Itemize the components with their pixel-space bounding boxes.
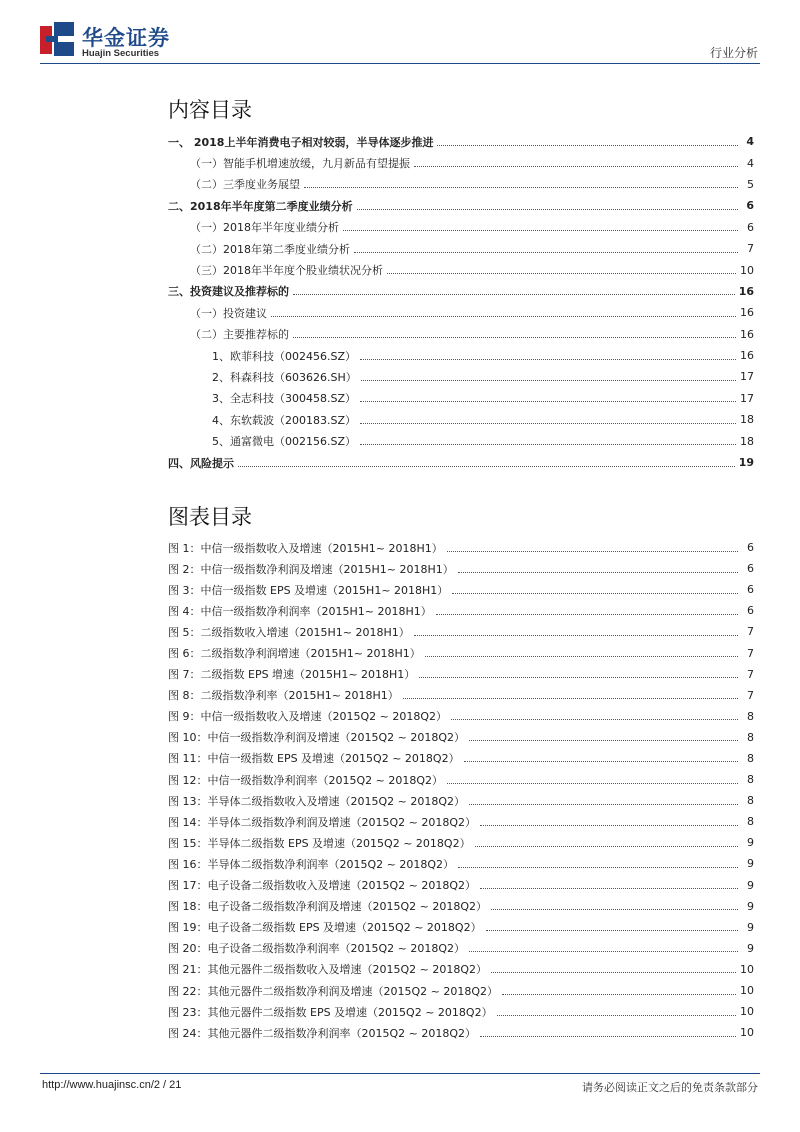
- figure-entry[interactable]: [168, 832, 754, 853]
- toc-entry[interactable]: [168, 195, 754, 216]
- page-header: [40, 22, 760, 64]
- figure-entry[interactable]: [168, 875, 754, 896]
- dot-leader: [480, 816, 738, 826]
- figure-entry-page: 10: [740, 984, 754, 998]
- dot-leader: [238, 457, 735, 467]
- toc-entry-page: 4: [747, 156, 754, 170]
- figure-entry[interactable]: [168, 896, 754, 917]
- toc-entry-label: 三、投资建议及推荐标的: [168, 285, 289, 299]
- figure-entry-page: 6: [747, 604, 754, 618]
- figure-entry[interactable]: [168, 1001, 754, 1022]
- toc-entry-page: 6: [747, 220, 754, 234]
- figure-entry-label: 图 21：其他元器件二级指数收入及增速（2015Q2 ~ 2018Q2）: [168, 963, 488, 977]
- figure-entry-page: 10: [740, 1026, 754, 1040]
- figure-entry-label: 图 11：中信一级指数 EPS 及增速（2015Q2 ~ 2018Q2）: [168, 752, 460, 766]
- dot-leader: [354, 243, 738, 253]
- brand-name-en: Huajin Securities: [82, 48, 160, 59]
- figure-entry-page: 8: [747, 709, 754, 723]
- toc-list: [168, 131, 754, 473]
- figure-entry-label: 图 2：中信一级指数净利润及增速（2015H1~ 2018H1）: [168, 562, 454, 576]
- figure-entry-label: 图 10：中信一级指数净利润及增速（2015Q2 ~ 2018Q2）: [168, 731, 466, 745]
- dot-leader: [469, 795, 738, 805]
- dot-leader: [360, 414, 736, 424]
- figure-entry-page: 6: [747, 562, 754, 576]
- dot-leader: [360, 350, 736, 360]
- toc-entry-page: 16: [740, 349, 754, 363]
- figure-entry-label: 图 12：中信一级指数净利润率（2015Q2 ~ 2018Q2）: [168, 773, 444, 787]
- toc-entry-page: 16: [740, 306, 754, 320]
- figure-entry-label: 图 16：半导体二级指数净利润率（2015Q2 ~ 2018Q2）: [168, 857, 455, 871]
- figure-entry-label: 图 13：半导体二级指数收入及增速（2015Q2 ~ 2018Q2）: [168, 794, 466, 808]
- dot-leader: [414, 157, 738, 167]
- dot-leader: [343, 221, 738, 231]
- figure-entry[interactable]: [168, 748, 754, 769]
- figure-entry[interactable]: [168, 579, 754, 600]
- dot-leader: [447, 542, 738, 552]
- figure-entry-label: 图 24：其他元器件二级指数净利润率（2015Q2 ~ 2018Q2）: [168, 1026, 477, 1040]
- figure-entry-label: 图 3：中信一级指数 EPS 及增速（2015H1~ 2018H1）: [168, 583, 449, 597]
- figure-entry[interactable]: [168, 853, 754, 874]
- dot-leader: [357, 200, 738, 210]
- dot-leader: [458, 858, 738, 868]
- dot-leader: [469, 942, 738, 952]
- dot-leader: [491, 900, 738, 910]
- figure-entry[interactable]: [168, 642, 754, 663]
- brand-name-cn: 华金证券: [82, 26, 170, 50]
- toc-entry[interactable]: [168, 430, 754, 451]
- figure-entry-label: 图 22：其他元器件二级指数净利润及增速（2015Q2 ~ 2018Q2）: [168, 984, 499, 998]
- figure-entry[interactable]: [168, 959, 754, 980]
- dot-leader: [387, 264, 736, 274]
- figure-entry-page: 8: [747, 773, 754, 787]
- figure-entry-page: 8: [747, 794, 754, 808]
- figure-entry[interactable]: [168, 790, 754, 811]
- toc-entry-label: （二）2018年第二季度业绩分析: [190, 242, 350, 256]
- toc-title: 内容目录: [168, 98, 252, 122]
- toc-entry[interactable]: [168, 452, 754, 473]
- figure-entry-page: 7: [747, 625, 754, 639]
- footer-disclaimer: 请务必阅读正文之后的免责条款部分: [582, 1081, 758, 1094]
- dot-leader: [271, 307, 736, 317]
- huajin-logo-icon: [40, 22, 74, 56]
- dot-leader: [304, 178, 738, 188]
- toc-entry-page: 16: [740, 327, 754, 341]
- dot-leader: [361, 371, 736, 381]
- toc-entry-label: 5、通富微电（002156.SZ）: [212, 435, 357, 449]
- dot-leader: [403, 689, 738, 699]
- figure-entry-page: 7: [747, 667, 754, 681]
- dot-leader: [502, 985, 736, 995]
- figure-entry-page: 6: [747, 541, 754, 555]
- toc-entry[interactable]: [168, 388, 754, 409]
- toc-entry[interactable]: [168, 345, 754, 366]
- toc-entry-label: 2、科森科技（603626.SH）: [212, 370, 357, 384]
- dot-leader: [360, 435, 736, 445]
- toc-entry[interactable]: [168, 409, 754, 430]
- figure-entry-page: 9: [747, 920, 754, 934]
- toc-entry-label: 3、全志科技（300458.SZ）: [212, 392, 357, 406]
- figure-entry-page: 8: [747, 815, 754, 829]
- toc-entry[interactable]: [168, 366, 754, 387]
- figure-entry[interactable]: [168, 938, 754, 959]
- figure-entry-page: 9: [747, 941, 754, 955]
- dot-leader: [480, 879, 738, 889]
- figure-entry[interactable]: [168, 600, 754, 621]
- figure-entry-page: 6: [747, 583, 754, 597]
- dot-leader: [425, 647, 738, 657]
- toc-entry[interactable]: [168, 217, 754, 238]
- figure-entry[interactable]: [168, 621, 754, 642]
- figure-entry-page: 9: [747, 878, 754, 892]
- dot-leader: [293, 285, 735, 295]
- figure-entry-label: 图 4：中信一级指数净利润率（2015H1~ 2018H1）: [168, 604, 432, 618]
- dot-leader: [447, 774, 738, 784]
- figure-entry[interactable]: [168, 769, 754, 790]
- dot-leader: [464, 752, 738, 762]
- toc-entry-label: 四、风险提示: [168, 456, 234, 470]
- figure-entry-page: 9: [747, 857, 754, 871]
- dot-leader: [451, 710, 738, 720]
- toc-entry[interactable]: [168, 131, 754, 152]
- dot-leader: [480, 1027, 736, 1037]
- toc-entry-page: 6: [746, 199, 754, 213]
- page-footer: [40, 1073, 760, 1094]
- toc-entry-page: 17: [740, 391, 754, 405]
- figure-entry-page: 9: [747, 836, 754, 850]
- toc-entry[interactable]: [168, 281, 754, 302]
- toc-entry-label: （二）主要推荐标的: [190, 328, 289, 342]
- report-category: 行业分析: [709, 46, 758, 60]
- figure-entry[interactable]: [168, 706, 754, 727]
- figure-entry[interactable]: [168, 685, 754, 706]
- figure-entry[interactable]: [168, 727, 754, 748]
- toc-entry-label: （二）三季度业务展望: [190, 178, 300, 192]
- dot-leader: [293, 328, 736, 338]
- toc-entry[interactable]: [168, 174, 754, 195]
- figure-entry-label: 图 6：二级指数净利润增速（2015H1~ 2018H1）: [168, 647, 421, 661]
- toc-entry-label: 1、欧菲科技（002456.SZ）: [212, 349, 357, 363]
- toc-entry[interactable]: [168, 238, 754, 259]
- toc-entry-page: 10: [740, 263, 754, 277]
- figure-entry-label: 图 17：电子设备二级指数收入及增速（2015Q2 ~ 2018Q2）: [168, 879, 477, 893]
- toc-entry[interactable]: [168, 152, 754, 173]
- toc-entry-page: 19: [738, 456, 754, 470]
- dot-leader: [419, 668, 738, 678]
- toc-entry-page: 17: [740, 370, 754, 384]
- figure-entry[interactable]: [168, 1022, 754, 1043]
- dot-leader: [360, 392, 736, 402]
- figure-entry[interactable]: [168, 917, 754, 938]
- dot-leader: [486, 921, 738, 931]
- dot-leader: [436, 605, 738, 615]
- toc-entry-label: 4、东软载波（200183.SZ）: [212, 413, 357, 427]
- figure-entry[interactable]: [168, 558, 754, 579]
- dot-leader: [452, 584, 738, 594]
- figure-entry-page: 8: [747, 730, 754, 744]
- figure-entry-page: 10: [740, 962, 754, 976]
- figure-entry-label: 图 8：二级指数净利率（2015H1~ 2018H1）: [168, 689, 399, 703]
- figure-entry-page: 7: [747, 646, 754, 660]
- figure-entry[interactable]: [168, 537, 754, 558]
- toc-entry-page: 5: [747, 177, 754, 191]
- figure-entry-label: 图 23：其他元器件二级指数 EPS 及增速（2015Q2 ~ 2018Q2）: [168, 1005, 493, 1019]
- toc-entry-label: （一）投资建议: [190, 306, 267, 320]
- dot-leader: [469, 731, 738, 741]
- toc-entry[interactable]: [168, 259, 754, 280]
- dot-leader: [414, 626, 738, 636]
- toc-entry-page: 18: [740, 413, 754, 427]
- figure-entry-page: 8: [747, 751, 754, 765]
- figure-list-title: 图表目录: [168, 505, 252, 529]
- toc-entry-label: 二、2018年半年度第二季度业绩分析: [168, 199, 353, 213]
- footer-url-page[interactable]: http://www.huajinsc.cn/2 / 21: [42, 1079, 182, 1091]
- toc-entry-page: 4: [746, 135, 754, 149]
- toc-entry[interactable]: [168, 324, 754, 345]
- figure-entry-label: 图 1：中信一级指数收入及增速（2015H1~ 2018H1）: [168, 541, 443, 555]
- figure-entry-label: 图 14：半导体二级指数净利润及增速（2015Q2 ~ 2018Q2）: [168, 815, 477, 829]
- figure-entry-label: 图 20：电子设备二级指数净利润率（2015Q2 ~ 2018Q2）: [168, 942, 466, 956]
- figure-entry[interactable]: [168, 664, 754, 685]
- toc-entry-page: 7: [747, 242, 754, 256]
- figure-entry-label: 图 7：二级指数 EPS 增速（2015H1~ 2018H1）: [168, 668, 416, 682]
- toc-entry-label: （三）2018年半年度个股业绩状况分析: [190, 264, 383, 278]
- figure-list: [168, 537, 754, 1043]
- dot-leader: [497, 1006, 736, 1016]
- toc-entry-label: （一）智能手机增速放缓，九月新品有望提振: [190, 157, 410, 171]
- dot-leader: [437, 136, 738, 146]
- figure-entry-page: 10: [740, 1005, 754, 1019]
- figure-entry-page: 7: [747, 688, 754, 702]
- figure-entry-page: 9: [747, 899, 754, 913]
- figure-entry-label: 图 19：电子设备二级指数 EPS 及增速（2015Q2 ~ 2018Q2）: [168, 921, 482, 935]
- figure-entry-label: 图 5：二级指数收入增速（2015H1~ 2018H1）: [168, 625, 410, 639]
- figure-entry[interactable]: [168, 811, 754, 832]
- figure-entry-label: 图 9：中信一级指数收入及增速（2015Q2 ~ 2018Q2）: [168, 710, 448, 724]
- figure-entry-label: 图 15：半导体二级指数 EPS 及增速（2015Q2 ~ 2018Q2）: [168, 836, 471, 850]
- toc-entry-page: 18: [740, 434, 754, 448]
- toc-entry-label: 一、 2018上半年消费电子相对较弱，半导体逐步推进: [168, 135, 434, 149]
- dot-leader: [475, 837, 738, 847]
- figure-entry[interactable]: [168, 980, 754, 1001]
- toc-entry[interactable]: [168, 302, 754, 323]
- figure-entry-label: 图 18：电子设备二级指数净利润及增速（2015Q2 ~ 2018Q2）: [168, 900, 488, 914]
- toc-entry-page: 16: [738, 284, 754, 298]
- toc-entry-label: （一）2018年半年度业绩分析: [190, 221, 339, 235]
- dot-leader: [458, 563, 738, 573]
- dot-leader: [491, 963, 736, 973]
